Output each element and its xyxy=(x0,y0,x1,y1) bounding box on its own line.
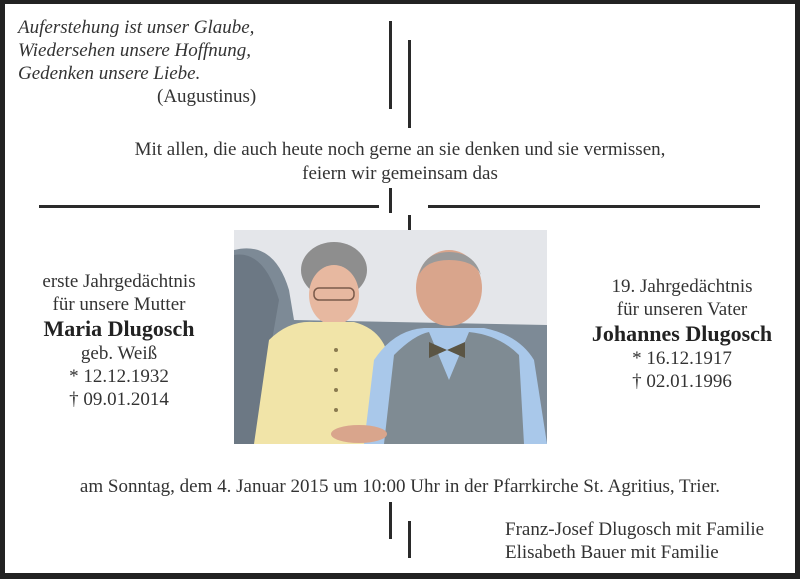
intro-text xyxy=(0,138,800,186)
motto-line: Gedenken unsere Liebe. xyxy=(18,63,201,84)
divider-vertical xyxy=(408,40,411,128)
mother-occasion: erste Jahrgedächtnis xyxy=(42,271,196,292)
father-relation: für unseren Vater xyxy=(616,299,748,320)
father-info xyxy=(572,275,792,393)
divider-horizontal-right xyxy=(428,205,760,208)
motto-line: Auferstehung ist unser Glaube, xyxy=(18,17,255,38)
motto-author: (Augustinus) xyxy=(157,86,257,107)
father-born: * 16.12.1917 xyxy=(632,348,732,369)
divider-horizontal-left xyxy=(39,205,379,208)
couple-photo xyxy=(234,230,547,444)
father-died: † 02.01.1996 xyxy=(632,371,732,392)
father-occasion: 19. Jahrgedächtnis xyxy=(611,276,753,297)
mother-relation: für unsere Mutter xyxy=(52,294,186,315)
signer: Elisabeth Bauer mit Familie xyxy=(505,542,719,563)
mother-info xyxy=(10,270,228,411)
motto-quote xyxy=(18,16,256,108)
mother-name: Maria Dlugosch xyxy=(43,316,195,341)
motto-line: Wiedersehen unsere Hoffnung, xyxy=(18,40,252,61)
intro-line: feiern wir gemeinsam das xyxy=(302,163,498,184)
divider-vertical xyxy=(389,188,392,213)
signers-list xyxy=(505,518,764,564)
signer: Franz-Josef Dlugosch mit Familie xyxy=(505,519,765,540)
mother-born: * 12.12.1932 xyxy=(69,366,169,387)
father-name: Johannes Dlugosch xyxy=(591,321,773,346)
service-details: am Sonntag, dem 4. Januar 2015 um 10:00 Uhr in der Pfarrkirche St. Agritius, Trier. xyxy=(79,476,721,497)
divider-vertical xyxy=(389,502,392,539)
divider-vertical xyxy=(408,521,411,558)
divider-vertical xyxy=(389,21,392,109)
mother-birth-name: geb. Weiß xyxy=(80,343,158,364)
intro-line: Mit allen, die auch heute noch gerne an sie denken und sie vermissen, xyxy=(134,139,666,160)
mother-died: † 09.01.2014 xyxy=(69,389,169,410)
